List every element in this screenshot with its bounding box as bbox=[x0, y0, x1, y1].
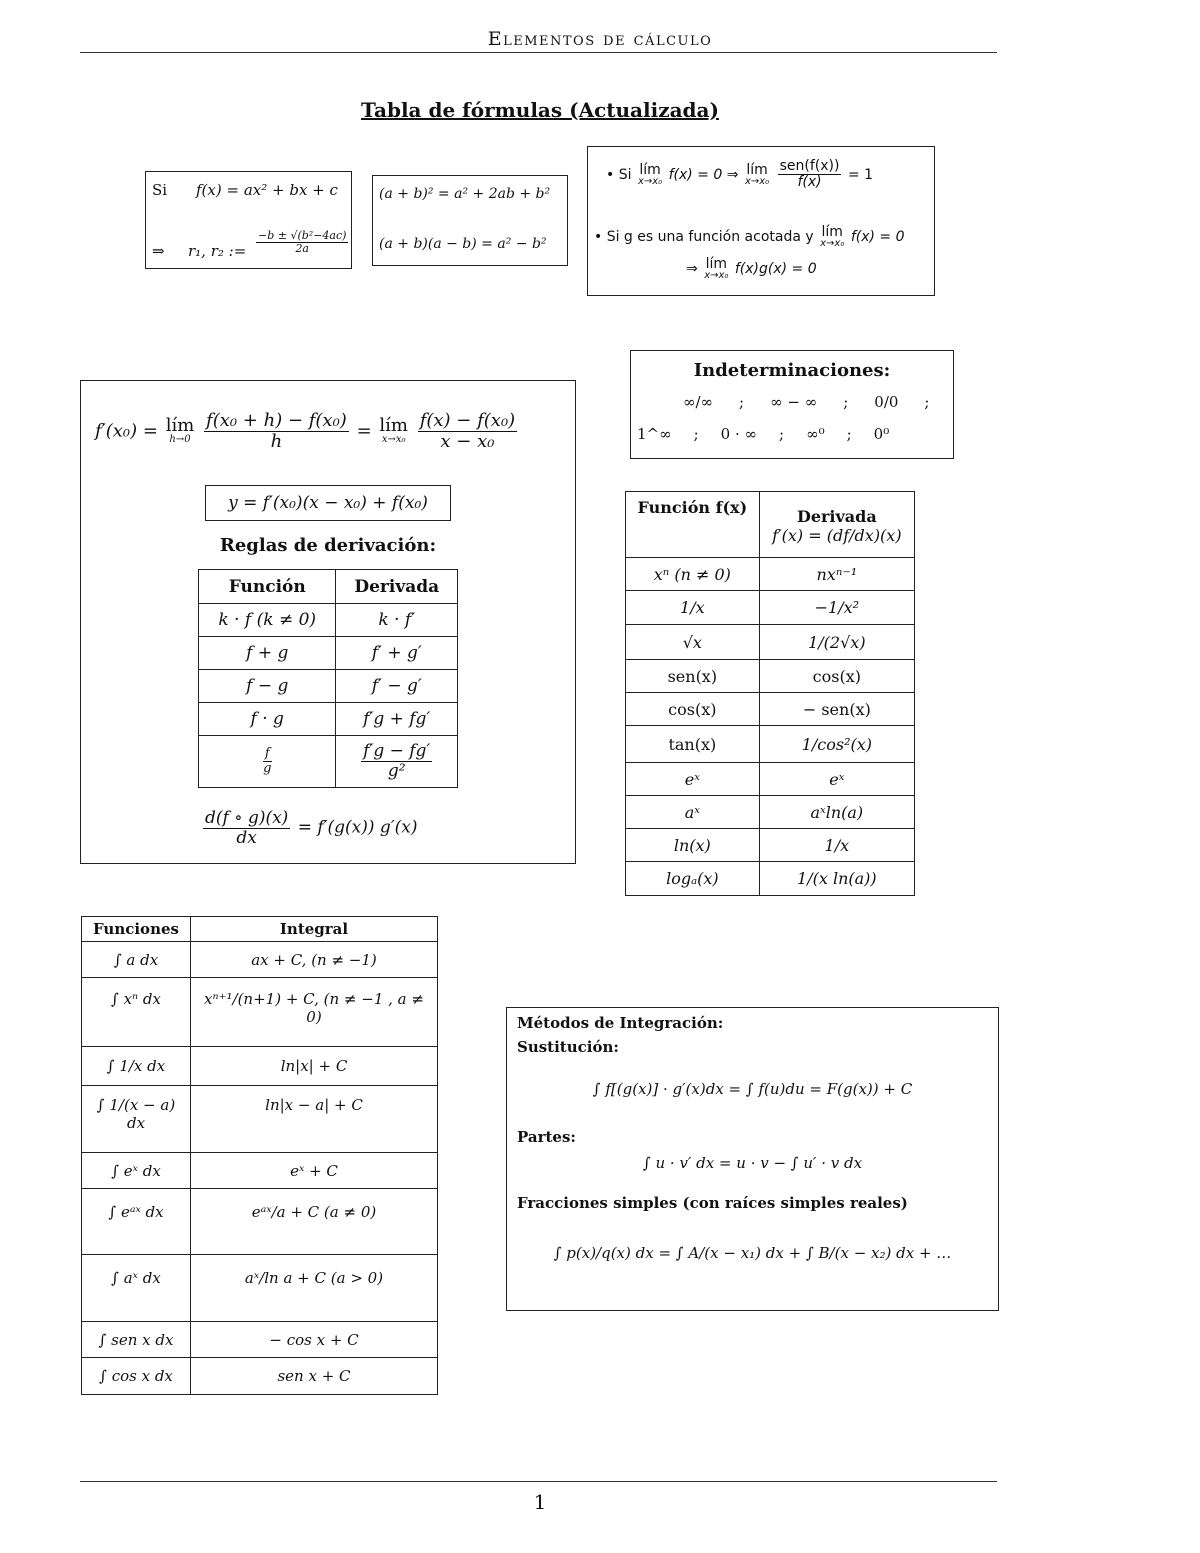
table-row: eˣ eˣ bbox=[626, 763, 915, 796]
table-row: xⁿ (n ≠ 0) nxⁿ⁻¹ bbox=[626, 558, 915, 591]
table-row: aˣ aˣln(a) bbox=[626, 796, 915, 829]
roots-label: r₁, r₂ := bbox=[188, 242, 247, 260]
table-row: ∫ eˣ dx eˣ + C bbox=[82, 1153, 438, 1189]
table-row: ∫ eᵃˣ dx eᵃˣ/a + C (a ≠ 0) bbox=[82, 1189, 438, 1255]
page-number: 1 bbox=[533, 1490, 547, 1514]
table-row: sen(x) cos(x) bbox=[626, 660, 915, 693]
derivative-definition: f′(x₀) = lím h→0 $\frac{\text{f(x₀ + h) − f(x₀)}}{h}$ = lím x→x₀ $\frac{\text{f(x) − f(x₀)}}{\text{x − x₀}}$ bbox=[95, 410, 516, 452]
running-header: Elementos de cálculo bbox=[487, 28, 713, 50]
derivation-rules-table bbox=[198, 569, 458, 788]
integral-header-integral: Integral bbox=[191, 917, 438, 942]
rules-title: Reglas de derivación: bbox=[219, 535, 437, 556]
table-row: ∫ 1/x dx ln|x| + C bbox=[82, 1047, 438, 1086]
header-rule bbox=[80, 52, 997, 53]
table-row: 1/x −1/x² bbox=[626, 591, 915, 625]
chain-rule: $\frac{d(f \circ g)(x)}{dx}$ = f′(g(x)) g′(x) bbox=[205, 808, 418, 848]
partial-fractions-label: Fracciones simples (con raíces simples reales) bbox=[517, 1194, 908, 1212]
indeterminations-row-2: 1^∞ ; 0 · ∞ ; ∞⁰ ; 0⁰ bbox=[637, 425, 890, 443]
parts-label: Partes: bbox=[517, 1128, 576, 1146]
table-row: √x 1/(2√x) bbox=[626, 625, 915, 660]
deriv-header-function: Función f(x) bbox=[626, 492, 760, 558]
integral-header-functions: Funciones bbox=[82, 917, 191, 942]
quadratic-box bbox=[145, 171, 352, 269]
limits-box bbox=[587, 146, 935, 296]
identity-square: (a + b)² = a² + 2ab + b² bbox=[379, 186, 551, 202]
table-row: f · g f′g + fg′ bbox=[199, 703, 458, 736]
derivative-box bbox=[80, 380, 576, 864]
footer-rule bbox=[80, 1481, 997, 1482]
parts-formula: ∫ u · v′ dx = u · v − ∫ u′ · v dx bbox=[642, 1154, 863, 1172]
table-row: cos(x) − sen(x) bbox=[626, 693, 915, 726]
identity-difference: (a + b)(a − b) = a² − b² bbox=[379, 236, 547, 252]
quadratic-formula: $\frac{\text{−b ± √(b²−4ac)}}{2a}$ bbox=[258, 229, 347, 256]
substitution-label: Sustitución: bbox=[517, 1038, 619, 1056]
table-row: ∫ aˣ dx aˣ/ln a + C (a > 0) bbox=[82, 1255, 438, 1322]
table-row: ∫ sen x dx − cos x + C bbox=[82, 1322, 438, 1358]
implies-arrow: ⇒ bbox=[152, 242, 165, 260]
table-row: tan(x) 1/cos²(x) bbox=[626, 726, 915, 763]
tangent-line-box: y = f′(x₀)(x − x₀) + f(x₀) bbox=[205, 485, 451, 521]
table-row: ln(x) 1/x bbox=[626, 829, 915, 862]
indeterminations-row-1: ∞/∞ ; ∞ − ∞ ; 0/0 ; bbox=[683, 393, 930, 411]
table-row: $\frac{f}{g}$ $\frac{f'g - fg'}{\text{g²}}$ bbox=[199, 736, 458, 788]
table-row: ∫ 1/(x − a) dx ln|x − a| + C bbox=[82, 1086, 438, 1153]
derivatives-table bbox=[625, 491, 915, 896]
table-row: ∫ cos x dx sen x + C bbox=[82, 1358, 438, 1395]
page-title: Tabla de fórmulas (Actualizada) bbox=[361, 98, 719, 122]
methods-title: Métodos de Integración: bbox=[517, 1014, 724, 1032]
table-row: ∫ a dx ax + C, (n ≠ −1) bbox=[82, 942, 438, 978]
substitution-formula: ∫ f[(g(x)] · g′(x)dx = ∫ f(u)du = F(g(x)) + C bbox=[592, 1080, 913, 1098]
rules-header-derivative: Derivada bbox=[336, 570, 458, 604]
partial-fractions-formula: ∫ p(x)/q(x) dx = ∫ A/(x − x₁) dx + ∫ B/(x − x₂) dx + … bbox=[553, 1244, 952, 1262]
indeterminations-title: Indeterminaciones: bbox=[693, 360, 891, 381]
limit-rule-1: • Si lím x→x₀ f(x) = 0 ⇒ lím x→x₀ $\frac{\text{sen(f(x))}}{f(x)}$ = 1 bbox=[606, 158, 874, 191]
table-row: f + g f′ + g′ bbox=[199, 637, 458, 670]
table-row: ∫ xⁿ dx xⁿ⁺¹/(n+1) + C, (n ≠ −1 , a ≠ 0) bbox=[82, 978, 438, 1047]
quadratic-equation: f(x) = ax² + bx + c bbox=[196, 181, 338, 199]
integration-methods-box bbox=[506, 1007, 999, 1311]
table-row: k · f (k ≠ 0) k · f′ bbox=[199, 604, 458, 637]
limit-rule-3: ⇒ lím x→x₀ f(x)g(x) = 0 bbox=[686, 256, 817, 281]
deriv-header-derivative: Derivada f′(x) = (df/dx)(x) bbox=[759, 492, 914, 558]
limit-rule-2: • Si g es una función acotada y lím x→x₀ f(x) = 0 bbox=[594, 224, 905, 249]
rules-header-function: Función bbox=[199, 570, 336, 604]
table-row: f − g f′ − g′ bbox=[199, 670, 458, 703]
table-row: logₐ(x) 1/(x ln(a)) bbox=[626, 862, 915, 896]
indeterminations-box bbox=[630, 350, 954, 459]
integral-table bbox=[81, 916, 438, 1395]
identities-box bbox=[372, 175, 568, 266]
si-label: Si bbox=[152, 181, 168, 199]
